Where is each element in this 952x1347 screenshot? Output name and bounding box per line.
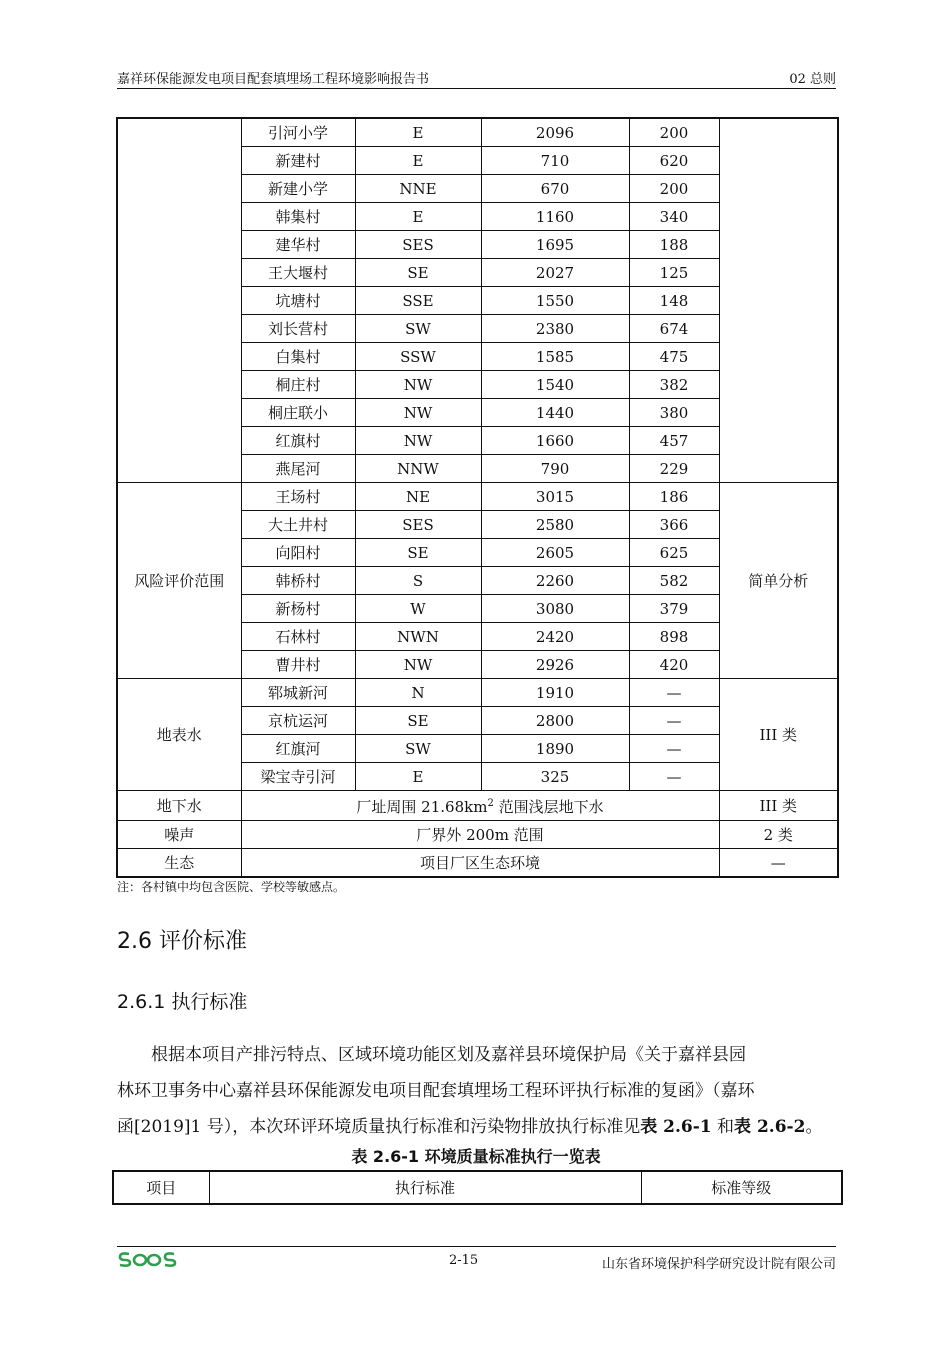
- count-cell: 186: [629, 483, 719, 511]
- category-cell: 噪声: [117, 821, 241, 849]
- target-name-cell: 红旗村: [241, 427, 355, 455]
- count-cell: 229: [629, 455, 719, 483]
- count-cell: —: [629, 735, 719, 763]
- target-name-cell: 红旗河: [241, 735, 355, 763]
- direction-cell: SW: [355, 735, 481, 763]
- direction-cell: SE: [355, 707, 481, 735]
- distance-cell: 2096: [481, 118, 629, 147]
- direction-cell: NW: [355, 399, 481, 427]
- distance-cell: 2605: [481, 539, 629, 567]
- category-cell: 风险评价范围: [117, 483, 241, 679]
- category-cell: 生态: [117, 849, 241, 878]
- count-cell: 898: [629, 623, 719, 651]
- table-row: [117, 791, 838, 821]
- distance-cell: 710: [481, 147, 629, 175]
- organization-name: 山东省环境保护科学研究设计院有限公司: [601, 1257, 836, 1272]
- body-paragraph: [117, 1037, 841, 1145]
- target-name-cell: 新建村: [241, 147, 355, 175]
- target-name-cell: 京杭运河: [241, 707, 355, 735]
- count-cell: —: [629, 679, 719, 707]
- paragraph-line-1: 根据本项目产排污特点、区域环境功能区划及嘉祥县环境保护局《关于嘉祥县园: [151, 1045, 746, 1065]
- direction-cell: SW: [355, 315, 481, 343]
- target-name-cell: 王大堰村: [241, 259, 355, 287]
- distance-cell: 1585: [481, 343, 629, 371]
- direction-cell: SSE: [355, 287, 481, 315]
- grade-cell: —: [719, 849, 838, 878]
- direction-cell: NW: [355, 427, 481, 455]
- direction-cell: SES: [355, 511, 481, 539]
- table-row: [117, 679, 838, 707]
- distance-cell: 2420: [481, 623, 629, 651]
- direction-cell: NE: [355, 483, 481, 511]
- distance-cell: 2926: [481, 651, 629, 679]
- target-name-cell: 刘长营村: [241, 315, 355, 343]
- direction-cell: SES: [355, 231, 481, 259]
- grade-cell: 简单分析: [719, 483, 838, 679]
- distance-cell: 1540: [481, 371, 629, 399]
- superscript: 2: [487, 798, 494, 809]
- page-footer: [117, 1246, 836, 1273]
- target-name-cell: 燕尾河: [241, 455, 355, 483]
- count-cell: 457: [629, 427, 719, 455]
- target-name-cell: 桐庄联小: [241, 399, 355, 427]
- table-row: [117, 849, 838, 878]
- count-cell: —: [629, 763, 719, 791]
- category-cell: 地下水: [117, 791, 241, 821]
- target-name-cell: 新杨村: [241, 595, 355, 623]
- direction-cell: N: [355, 679, 481, 707]
- scope-cell: 项目厂区生态环境: [241, 849, 719, 878]
- direction-cell: NW: [355, 371, 481, 399]
- count-cell: 125: [629, 259, 719, 287]
- target-name-cell: 韩桥村: [241, 567, 355, 595]
- direction-cell: E: [355, 147, 481, 175]
- count-cell: 582: [629, 567, 719, 595]
- direction-cell: W: [355, 595, 481, 623]
- grade-cell: III 类: [719, 679, 838, 791]
- target-name-cell: 新建小学: [241, 175, 355, 203]
- page-number: 2-15: [449, 1253, 479, 1268]
- count-cell: 366: [629, 511, 719, 539]
- target-name-cell: 向阳村: [241, 539, 355, 567]
- grade-cell: 2 类: [719, 821, 838, 849]
- direction-cell: E: [355, 763, 481, 791]
- target-name-cell: 大土井村: [241, 511, 355, 539]
- distance-cell: 1890: [481, 735, 629, 763]
- distance-cell: 2380: [481, 315, 629, 343]
- distance-cell: 3015: [481, 483, 629, 511]
- table-header-cell: 项目: [113, 1171, 209, 1204]
- grade-cell: III 类: [719, 791, 838, 821]
- count-cell: 380: [629, 399, 719, 427]
- count-cell: 674: [629, 315, 719, 343]
- category-cell: [117, 118, 241, 483]
- page-header: [117, 64, 836, 89]
- target-name-cell: 韩集村: [241, 203, 355, 231]
- direction-cell: NWN: [355, 623, 481, 651]
- direction-cell: E: [355, 118, 481, 147]
- count-cell: 148: [629, 287, 719, 315]
- count-cell: 620: [629, 147, 719, 175]
- count-cell: 382: [629, 371, 719, 399]
- target-name-cell: 建华村: [241, 231, 355, 259]
- grade-cell: [719, 118, 838, 483]
- target-name-cell: 王场村: [241, 483, 355, 511]
- distance-cell: 1550: [481, 287, 629, 315]
- table-ref-2: 表 2.6-2: [734, 1117, 806, 1137]
- soes-logo: [117, 1249, 179, 1273]
- scope-cell: 厂界外 200m 范围: [241, 821, 719, 849]
- table-header-cell: 标准等级: [641, 1171, 842, 1204]
- paragraph-line-3: 函[2019]1 号），本次环评环境质量执行标准和污染物排放执行标准见表 2.6-1 和表 2.6-2。: [117, 1117, 823, 1137]
- target-name-cell: 坑塘村: [241, 287, 355, 315]
- distance-cell: 3080: [481, 595, 629, 623]
- count-cell: 625: [629, 539, 719, 567]
- table-row: [117, 118, 838, 147]
- subsection-heading: 2.6.1 执行标准: [117, 991, 248, 1013]
- distance-cell: 2800: [481, 707, 629, 735]
- table-note: 注：各村镇中均包含医院、学校等敏感点。: [117, 880, 346, 894]
- direction-cell: NNE: [355, 175, 481, 203]
- count-cell: 340: [629, 203, 719, 231]
- count-cell: 200: [629, 118, 719, 147]
- direction-cell: NW: [355, 651, 481, 679]
- direction-cell: SE: [355, 539, 481, 567]
- count-cell: 200: [629, 175, 719, 203]
- distance-cell: 1695: [481, 231, 629, 259]
- paragraph-line-2: 林环卫事务中心嘉祥县环保能源发电项目配套填埋场工程环评执行标准的复函》（嘉环: [117, 1081, 755, 1101]
- direction-cell: E: [355, 203, 481, 231]
- section-heading: 2.6 评价标准: [117, 929, 247, 954]
- distance-cell: 1440: [481, 399, 629, 427]
- distance-cell: 325: [481, 763, 629, 791]
- direction-cell: S: [355, 567, 481, 595]
- target-name-cell: 郓城新河: [241, 679, 355, 707]
- table-caption: 表 2.6-1 环境质量标准执行一览表: [351, 1147, 601, 1166]
- sensitive-targets-table: [116, 117, 839, 878]
- direction-cell: SE: [355, 259, 481, 287]
- target-name-cell: 桐庄村: [241, 371, 355, 399]
- category-cell: 地表水: [117, 679, 241, 791]
- distance-cell: 1160: [481, 203, 629, 231]
- table-header-cell: 执行标准: [209, 1171, 641, 1204]
- target-name-cell: 白集村: [241, 343, 355, 371]
- header-title: 嘉祥环保能源发电项目配套填埋场工程环境影响报告书: [117, 72, 430, 87]
- header-chapter: 02 总则: [789, 72, 836, 87]
- direction-cell: NNW: [355, 455, 481, 483]
- table-row: [117, 821, 838, 849]
- scope-cell: 厂址周围 $21.68km^2$ 范围浅层地下水: [241, 791, 719, 821]
- target-name-cell: 石林村: [241, 623, 355, 651]
- target-name-cell: 曹井村: [241, 651, 355, 679]
- direction-cell: SSW: [355, 343, 481, 371]
- count-cell: 188: [629, 231, 719, 259]
- count-cell: 475: [629, 343, 719, 371]
- table-row: [117, 483, 838, 511]
- table-ref-1: 表 2.6-1: [640, 1117, 712, 1137]
- count-cell: —: [629, 707, 719, 735]
- distance-cell: 670: [481, 175, 629, 203]
- count-cell: 420: [629, 651, 719, 679]
- standards-table: [112, 1170, 843, 1205]
- distance-cell: 2260: [481, 567, 629, 595]
- distance-cell: 790: [481, 455, 629, 483]
- count-cell: 379: [629, 595, 719, 623]
- distance-cell: 1660: [481, 427, 629, 455]
- distance-cell: 1910: [481, 679, 629, 707]
- target-name-cell: 梁宝寺引河: [241, 763, 355, 791]
- distance-cell: 2580: [481, 511, 629, 539]
- distance-cell: 2027: [481, 259, 629, 287]
- target-name-cell: 引河小学: [241, 118, 355, 147]
